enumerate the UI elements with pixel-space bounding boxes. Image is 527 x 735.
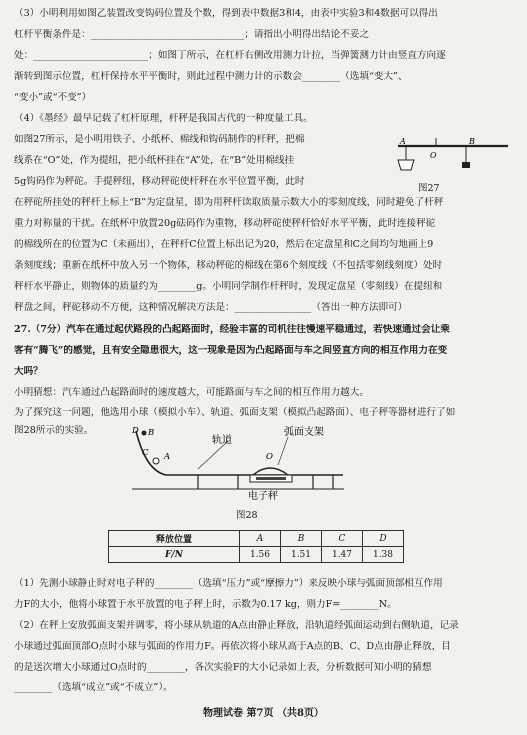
label-A: A xyxy=(400,137,406,146)
figure-28-caption: 图28 xyxy=(236,510,258,521)
text-line: 小球通过弧面顶部O点时小球与弧面的作用力F。再依次将小球从高于A点的B、C、D点由静止释放，目 xyxy=(14,641,451,652)
text-line: 大吗？ xyxy=(14,366,43,377)
label-D: D xyxy=(132,426,139,436)
text-line: 小明猜想：汽车通过凸起路面时的速度越大，可能路面与车之间的相互作用力越大。 xyxy=(14,387,369,398)
text-line: （3）小明利用如图乙装置改变钩码位置及个数，得到表中数据3和4，由表中实验3和4数据可以得出 xyxy=(14,8,438,19)
track-experiment-figure xyxy=(128,423,348,501)
text-line: 条刻度线；重新在纸杯中放入另一个物体，移动秤砣的棉线在第6个刻度线（不包括零刻线刻度）处时 xyxy=(14,260,443,271)
text-line: 在秤砣所挂处的秤杆上标上“B”为定盘星，即为用秤杆读取质量示数大小的零刻度线，同时避免了杆秤 xyxy=(14,197,444,208)
text-line: 秤盘之间，秤砣移动不方便，这种情况解决方法是：________________（答出一种方法即可） xyxy=(14,302,408,313)
table-cell: C xyxy=(322,531,363,547)
text-line: 秤杆水平静止，则物体的质量约为________g。小明同学制作杆秤时，发现定盘星（零刻线）在提纽和 xyxy=(14,281,443,292)
label-O: O xyxy=(266,452,273,462)
text-line: 处：________________________；如图丁所示，在杠杆右侧改用测力计拉，当弹簧测力计由竖直方向逐 xyxy=(14,50,446,61)
text-line: （1）先测小球静止时对电子秤的________（选填“压力”或“摩擦力”）来反映小球与弧面顶部相互作用 xyxy=(14,578,443,589)
label-C: C xyxy=(142,448,149,458)
table-header-cell: F/N xyxy=(109,547,240,563)
text-line: 的是送次增大小球通过O点时的________，各次实验F的大小记录如上表，分析数据可知小明的猜想 xyxy=(14,662,432,673)
table-header-cell: 释放位置 xyxy=(109,531,240,547)
text-line: 杠杆平衡条件是：________________________________；请指出小明得出结论不妥之 xyxy=(14,29,369,40)
text-line: （4）《墨经》最早记载了杠杆原理，杆秤是我国古代的一种度量工具。 xyxy=(14,113,313,124)
text-line: 5g钩码作为秤砣。手提秤纽，移动秤砣使杆秤在水平位置平衡，此时 xyxy=(14,176,305,187)
text-line: “变小”或“不变”） xyxy=(14,92,92,103)
track-label: 轨道 xyxy=(212,435,232,446)
text-line: 图28所示的实验。 xyxy=(14,425,94,436)
table-row xyxy=(109,531,404,547)
table-cell: 1.51 xyxy=(281,547,322,563)
text-line: 的棉线所在的位置为C（未画出），在秤杆C位置上标出记为20，然后在定盘星和C之间均匀地画上9 xyxy=(14,239,434,250)
figure-27-caption: 图27 xyxy=(418,183,440,194)
release-position-table xyxy=(108,530,404,563)
table-cell: 1.38 xyxy=(363,547,404,563)
label-B: B xyxy=(148,428,155,438)
question-27-intro: 27.（7分）汽车在通过起伏路段的凸起路面时，经验丰富的司机往往慢速平稳通过，若快速通过会让乘 xyxy=(14,324,450,335)
label-B: B xyxy=(469,137,475,146)
table-cell: A xyxy=(240,531,281,547)
scale-label: 电子秤 xyxy=(248,491,278,501)
page-footer: 物理试卷 第7页 （共8页） xyxy=(203,708,324,719)
steelyard-figure xyxy=(392,136,512,186)
text-line: 渐转到图示位置，杠杆保持水平平衡时，则此过程中测力计的示数会________（选填“变大”、 xyxy=(14,71,408,82)
label-A: A xyxy=(164,452,171,462)
text-line: ________（选填“成立”或“不成立”）。 xyxy=(14,682,173,693)
text-line: 客有“腾飞”的感觉，且有安全隐患很大，这一现象是因为凸起路面与车之间竖直方向的相互作用力在变 xyxy=(14,345,448,356)
table-cell: 1.56 xyxy=(240,547,281,563)
text-line: 重力对称量的干扰。在纸杯中放置20g砝码作为重物，移动秤砣使秤杆恰好水平平衡，此时连接秤砣 xyxy=(14,218,436,229)
label-O: O xyxy=(430,151,437,160)
bracket-label: 弧面支架 xyxy=(284,427,324,438)
table-cell: B xyxy=(281,531,322,547)
table-cell: D xyxy=(363,531,404,547)
text-line: 为了探究这一问题，他选用小球（模拟小车）、轨道、弧面支架（模拟凸起路面）、电子秤等器材进行了如 xyxy=(14,407,456,418)
text-line: 力F的大小，他将小球置于水平放置的电子秤上时，示数为0.17 kg，则力F=________N。 xyxy=(14,599,397,610)
table-cell: 1.47 xyxy=(322,547,363,563)
text-line: （2）在秤上安放弧面支架并调零，将小球从轨道的A点由静止释放，沿轨道经弧面运动到右侧轨道，记录 xyxy=(14,620,459,631)
text-line: 如图27所示，是小明用铁子、小纸杯、棉线和钩码制作的杆秤，把棉 xyxy=(14,134,305,145)
text-line: 线系在“O”处，作为提纽，把小纸杯挂在“A”处，在“B”处用棉线挂 xyxy=(14,155,295,166)
table-row xyxy=(109,547,404,563)
